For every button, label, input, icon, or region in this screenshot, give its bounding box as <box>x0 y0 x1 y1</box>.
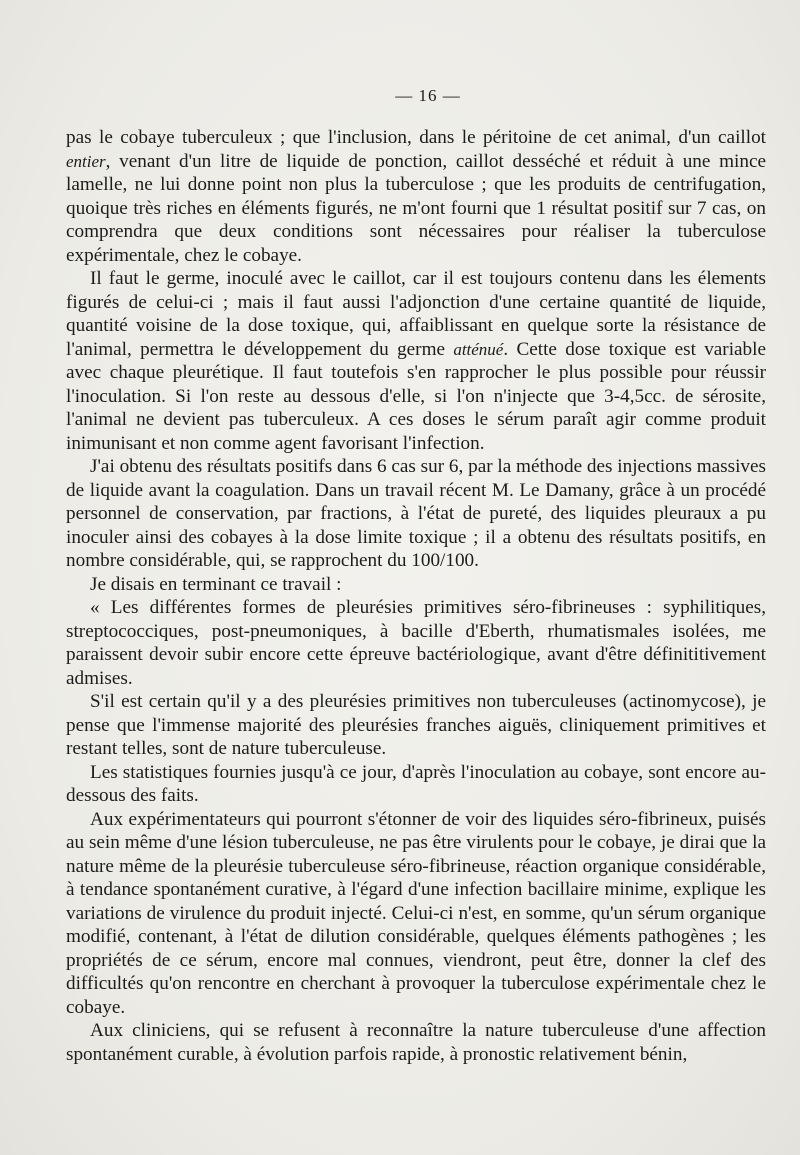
page-number: — 16 — <box>395 86 461 105</box>
paragraph-7: Les statistiques fournies jusqu'à ce jour, d'après l'inoculation au cobaye, sont encore au-dessous des faits. <box>66 761 766 806</box>
italic-term: entier <box>66 151 106 171</box>
paragraph-1 <box>66 126 766 267</box>
italic-term: atténué <box>453 339 504 359</box>
text-run: , venant d'un litre de liquide de ponction, caillot desséché et réduit à une mince lamelle, ne lui donne point non plus la tuberculose ; que les produits de centrifugation, quoique très riches en éléments figurés, ne m'ont fourni que 1 résultat positif sur 7 cas, on comprendra que deux conditions sont nécessaires pour réaliser la tuberculose expérimentale, chez le cobaye. <box>66 150 766 266</box>
text-run: pas le cobaye tuberculeux ; que l'inclusion, dans le péritoine de cet animal, d'un caillot <box>66 127 766 148</box>
paragraph-5: « Les différentes formes de pleurésies primitives séro-fibrineuses : syphilitiques, streptococciques, post-pneumoniques, à bacille d'Eberth, rhumatismales isolées, me paraissent devoir subir encore cette épreuve bactériologique, avant d'être définititivement admises. <box>66 597 766 689</box>
paragraph-6: S'il est certain qu'il y a des pleurésies primitives non tuberculeuses (actinomycose), je pense que l'immense majorité des pleurésies franches aiguës, cliniquement primitives et restant telles, sont de nature tuberculeuse. <box>66 691 766 759</box>
text-run: . Cette dose toxique est variable avec chaque pleurétique. Il faut toutefois s'en rapprocher le plus possible pour réussir l'inoculation. Si l'on reste au dessous d'elle, si l'on n'injecte que 3-4,5cc. de sérosite, l'animal ne devient pas tuberculeux. A ces doses le sérum paraît agir comme produit inimunisant et non comme agent favorisant l'infection. <box>66 338 766 454</box>
paragraph-2 <box>66 267 766 455</box>
paragraph-9: Aux cliniciens, qui se refusent à reconnaître la nature tuberculeuse d'une affection spontanément curable, à évolution parfois rapide, à pronostic relativement bénin, <box>66 1020 766 1065</box>
paragraph-4: Je disais en terminant ce travail : <box>90 573 342 595</box>
paragraph-8: Aux expérimentateurs qui pourront s'étonner de voir des liquides séro-fibrineux, puisés au sein même d'une lésion tuberculeuse, ne pas être virulents pour le cobaye, je dirai que la nature même de la pleurésie tuberculeuse séro-fibrineuse, réaction organique considérable, à tendance spontanément curative, à l'égard d'une infection bacillaire minime, explique les variations de virulence du produit injecté. Celui-ci n'est, en somme, qu'un sérum organique modifié, contenant, à l'état de dilution considérable, quelques éléments pathogènes ; les propriétés de ce sérum, encore mal connues, viendront, peut être, donner la clef des difficultés qu'on rencontre en cherchant à provoquer la tuberculose expérimentale chez le cobaye. <box>66 808 766 1018</box>
body-text <box>66 126 766 1066</box>
paragraph-3: J'ai obtenu des résultats positifs dans 6 cas sur 6, par la méthode des injections massives de liquide avant la coagulation. Dans un travail récent M. Le Damany, grâce à un procédé personnel de conservation, par fractions, à l'état de pureté, des liquides pleuraux a pu inoculer ainsi des cobayes à la dose limite toxique ; il a obtenu des résultats positifs, en nombre considérable, qui, se rapprochent du 100/100. <box>66 456 766 571</box>
text-run: Il faut le germe, inoculé avec le caillot, car il est toujours contenu dans les élements figurés de celui-ci ; mais il faut aussi l'adjonction d'une certaine quantité de liquide, quantité voisine de la dose toxique, qui, affaiblissant en quelque sorte la résistance de l'animal, permettra le développement du germe <box>66 268 766 360</box>
